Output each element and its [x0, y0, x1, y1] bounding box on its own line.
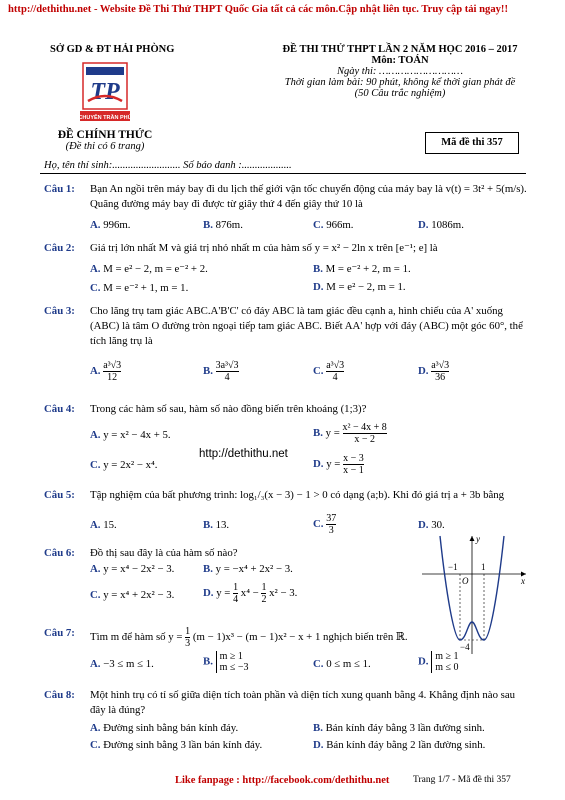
question-number: Câu 5:: [44, 489, 75, 501]
fraction: [185, 626, 190, 649]
option-c[interactable]: C. M = e⁻² + 1, m = 1.: [90, 282, 189, 294]
page-count: (Đề thi có 6 trang): [65, 141, 145, 152]
denominator: 4: [326, 371, 344, 383]
option-d[interactable]: D. 30.: [418, 519, 445, 531]
question-number: Câu 1:: [44, 183, 75, 195]
question-text: Trong các hàm số sau, hàm số nào đồng biến trên khoảng (1;3)?: [90, 403, 367, 415]
option-label: B.: [203, 655, 213, 668]
numerator: 1: [261, 582, 267, 593]
question-count: (50 Câu trắc nghiệm): [354, 88, 446, 99]
option-c[interactable]: [313, 513, 336, 536]
option-label: B.: [313, 263, 323, 275]
option-label: A.: [90, 658, 101, 670]
term: x² − 3.: [269, 586, 298, 599]
option-label: B.: [313, 426, 323, 439]
denominator: 4: [216, 371, 239, 383]
option-label: A.: [90, 364, 101, 377]
option-label: D.: [313, 457, 324, 470]
y-axis-arrow: [470, 536, 475, 541]
numerator: a³√3: [103, 360, 122, 371]
option-c[interactable]: C. y = x⁴ + 2x² − 3.: [90, 589, 175, 601]
option-label: C.: [90, 739, 101, 751]
candidate-line: Họ, tên thí sinh:.......................... Số báo danh :...................: [44, 160, 292, 171]
question-number: Câu 2:: [44, 242, 75, 254]
option-label: C.: [313, 219, 324, 231]
organization: SỞ GD & ĐT HẢI PHÒNG: [50, 44, 175, 55]
label-x: x: [521, 576, 525, 586]
question-text: [90, 626, 419, 649]
denominator: x − 1: [343, 465, 364, 476]
fraction: [343, 422, 387, 445]
option-letter: [418, 365, 429, 377]
numerator: 1: [233, 582, 239, 593]
footer-fanpage-link[interactable]: Like fanpage : http://facebook.com/dethithu.net: [175, 775, 390, 786]
svg-text:TP: TP: [90, 79, 120, 105]
condition: m ≤ −3: [219, 662, 249, 673]
option-letter: B. y =: [313, 426, 340, 439]
question-text: Cho lăng trụ tam giác ABC.A'B'C' có đáy ABC là tam giác đều cạnh a, hình chiếu của A' xuống (ABC) là tâm O đường tròn ngoại tiếp tam giác ABC. Biết AA' hợp với đáy (ABC) một góc 60°, thể tích lăng trụ là: [90, 305, 523, 347]
option-b[interactable]: B. M = e⁻² + 2, m = 1.: [313, 263, 411, 275]
exam-date: Ngày thi: ………………………: [336, 66, 464, 77]
header-left: [50, 44, 175, 152]
numerator: 3a³√3: [215, 360, 239, 371]
option-label: B.: [203, 364, 213, 377]
option-c[interactable]: [313, 360, 344, 383]
option-label: A.: [90, 219, 101, 231]
question-6: [44, 546, 414, 561]
label-minus-four: −4: [460, 642, 470, 652]
condition: m ≥ 1: [435, 651, 459, 662]
question-text: Một hình trụ có tỉ số giữa diện tích toàn phần và diện tích xung quanh bằng 4. Khẳng định nào sau đây là đúng?: [90, 689, 516, 716]
option-a[interactable]: A. M = e² − 2, m = e⁻² + 2.: [90, 263, 208, 275]
label-minus-one: −1: [448, 562, 458, 572]
divider: [40, 173, 526, 174]
option-b[interactable]: B. 876m.: [203, 219, 243, 231]
system-bracket: [216, 651, 249, 673]
condition: m ≤ 0: [435, 662, 459, 673]
option-b[interactable]: [203, 360, 239, 383]
option-b[interactable]: [313, 422, 387, 445]
question-2: [44, 241, 529, 256]
question-text: Giá trị lớn nhất M và giá trị nhỏ nhất m của hàm số y = x² − 2ln x trên [e⁻¹; e] là: [90, 242, 438, 254]
option-letter: [418, 655, 429, 667]
question-number: Câu 8:: [44, 689, 75, 701]
option-label: D.: [418, 655, 429, 668]
fraction: [103, 360, 121, 383]
option-a[interactable]: [90, 360, 121, 383]
label-origin: O: [462, 576, 469, 586]
option-c[interactable]: C. 0 ≤ m ≤ 1.: [313, 658, 371, 670]
subject: Môn: TOÁN: [371, 55, 429, 66]
exam-time: Thời gian làm bài: 90 phút, không kể thời gian phát đề: [284, 77, 516, 88]
numerator: a³√3: [326, 360, 345, 371]
option-d[interactable]: D. M = e² − 2, m = 1.: [313, 281, 406, 293]
option-label: D.: [418, 219, 429, 231]
denominator: x − 2: [343, 433, 387, 445]
option-label: A.: [90, 263, 101, 275]
option-label: B.: [203, 563, 213, 575]
option-d[interactable]: D. Bán kính đáy bằng 2 lần đường sinh.: [313, 739, 486, 751]
numerator: x − 3: [343, 453, 364, 464]
question-3: [44, 304, 529, 349]
term: x⁴ −: [240, 586, 262, 599]
option-label: D.: [313, 281, 324, 293]
function-graph: [420, 532, 530, 658]
school-logo: [80, 61, 130, 123]
question-number: Câu 4:: [44, 403, 75, 415]
option-d[interactable]: [203, 582, 297, 605]
option-a[interactable]: A. 15.: [90, 519, 117, 531]
option-label: C.: [313, 364, 324, 377]
option-c[interactable]: C. 966m.: [313, 219, 354, 231]
top-banner-link[interactable]: http://dethithu.net - Website Đề Thi Thử THPT Quốc Gia tất cả các môn.Cập nhật liên tục. Truy cập tải ngay!!: [8, 4, 508, 15]
option-d[interactable]: [313, 453, 364, 476]
option-a[interactable]: A. y = x² − 4x + 5.: [90, 429, 171, 441]
option-label: C.: [90, 282, 101, 294]
numerator: x² − 4x + 8: [342, 422, 387, 433]
question-number: Câu 3:: [44, 305, 75, 317]
question-1: [44, 182, 529, 212]
option-label: C.: [313, 517, 324, 530]
option-b[interactable]: B. Bán kính đáy bằng 3 lần đường sinh.: [313, 722, 485, 734]
footer-page-number: Trang 1/7 - Mã đề thi 357: [413, 775, 511, 785]
official-label: ĐỀ CHÍNH THỨC: [57, 129, 153, 141]
option-label: A.: [90, 519, 101, 531]
exam-code: Mã đề thi 357: [425, 132, 519, 154]
numerator: a³√3: [431, 360, 450, 371]
option-d[interactable]: D. 1086m.: [418, 219, 464, 231]
denominator: 2: [261, 594, 267, 605]
option-letter: [90, 365, 101, 377]
option-letter: [203, 655, 213, 667]
fraction: [261, 582, 266, 605]
option-label: A.: [90, 563, 101, 575]
option-d[interactable]: [418, 651, 458, 673]
header-right: [250, 44, 550, 99]
option-letter: D. y =: [203, 586, 231, 599]
fraction: [343, 453, 364, 476]
option-label: B.: [203, 219, 213, 231]
question-8: [44, 688, 529, 718]
option-a[interactable]: A. y = x⁴ − 2x² − 3.: [90, 563, 175, 575]
question-text: Tập nghiệm của bất phương trình: log₁/₃(x − 3) − 1 > 0 có dạng (a;b). Khi đó giá trị a + 3b bằng: [90, 489, 505, 501]
option-b[interactable]: B. y = −x⁴ + 2x² − 3.: [203, 563, 293, 575]
option-a[interactable]: A. 996m.: [90, 219, 131, 231]
question-4: [44, 402, 529, 417]
question-number: Câu 6:: [44, 547, 75, 559]
text-part: Tìm m để hàm số y =: [90, 630, 183, 643]
system-bracket: [431, 651, 458, 673]
denominator: 36: [431, 371, 449, 383]
denominator: 3: [185, 638, 191, 649]
text-part: (m − 1)x³ − (m − 1)x² − x + 1 nghịch biến trên ℝ.: [192, 630, 408, 643]
option-letter: D. y =: [313, 457, 341, 470]
option-label: B.: [203, 519, 213, 531]
option-label: C.: [90, 459, 101, 471]
option-c[interactable]: C. Đường sinh bằng 3 lần bán kính đáy.: [90, 739, 263, 751]
option-a[interactable]: A. −3 ≤ m ≤ 1.: [90, 658, 154, 670]
option-d[interactable]: [418, 360, 449, 383]
watermark-link[interactable]: http://dethithu.net: [199, 448, 288, 460]
option-b[interactable]: [203, 651, 249, 673]
numerator: 1: [185, 626, 191, 637]
denominator: 12: [103, 371, 121, 383]
option-c[interactable]: C. y = 2x² − x⁴.: [90, 459, 158, 471]
numerator: 37: [326, 513, 337, 524]
label-y: y: [476, 534, 480, 544]
denominator: 3: [326, 524, 336, 536]
fraction: [326, 513, 336, 536]
logo-text: CHUYÊN TRẦN PHÚ: [80, 115, 130, 121]
option-label: D.: [203, 586, 214, 599]
option-label: A.: [90, 722, 101, 734]
question-number: Câu 7:: [44, 627, 75, 639]
option-label: A.: [90, 429, 101, 441]
option-label: C.: [90, 589, 101, 601]
option-letter: [203, 365, 213, 377]
option-label: D.: [313, 739, 324, 751]
label-one: 1: [481, 562, 486, 572]
question-text: Bạn An ngồi trên máy bay đi du lịch thế giới vận tốc chuyển động của máy bay là v(t) = 3t² + 5(m/s). Quãng đường máy bay đi được từ giây thứ 4 đến giây thứ 10 là: [90, 183, 527, 210]
exam-title: ĐỀ THI THỬ THPT LẦN 2 NĂM HỌC 2016 – 2017: [282, 44, 518, 55]
fraction: [233, 582, 238, 605]
question-5: [44, 488, 529, 503]
option-label: C.: [313, 658, 324, 670]
fraction: [431, 360, 449, 383]
denominator: 4: [233, 594, 239, 605]
option-label: D.: [418, 364, 429, 377]
condition: m ≥ 1: [219, 651, 243, 662]
question-text: Đồ thị sau đây là của hàm số nào?: [90, 547, 238, 559]
question-7: [44, 626, 419, 649]
option-label: D.: [418, 519, 429, 531]
fraction: [326, 360, 344, 383]
option-letter: [313, 518, 324, 530]
option-b[interactable]: B. 13.: [203, 519, 230, 531]
fraction: [216, 360, 239, 383]
option-letter: [313, 365, 324, 377]
option-a[interactable]: A. Đường sinh bằng bán kính đáy.: [90, 722, 239, 734]
option-label: B.: [313, 722, 323, 734]
